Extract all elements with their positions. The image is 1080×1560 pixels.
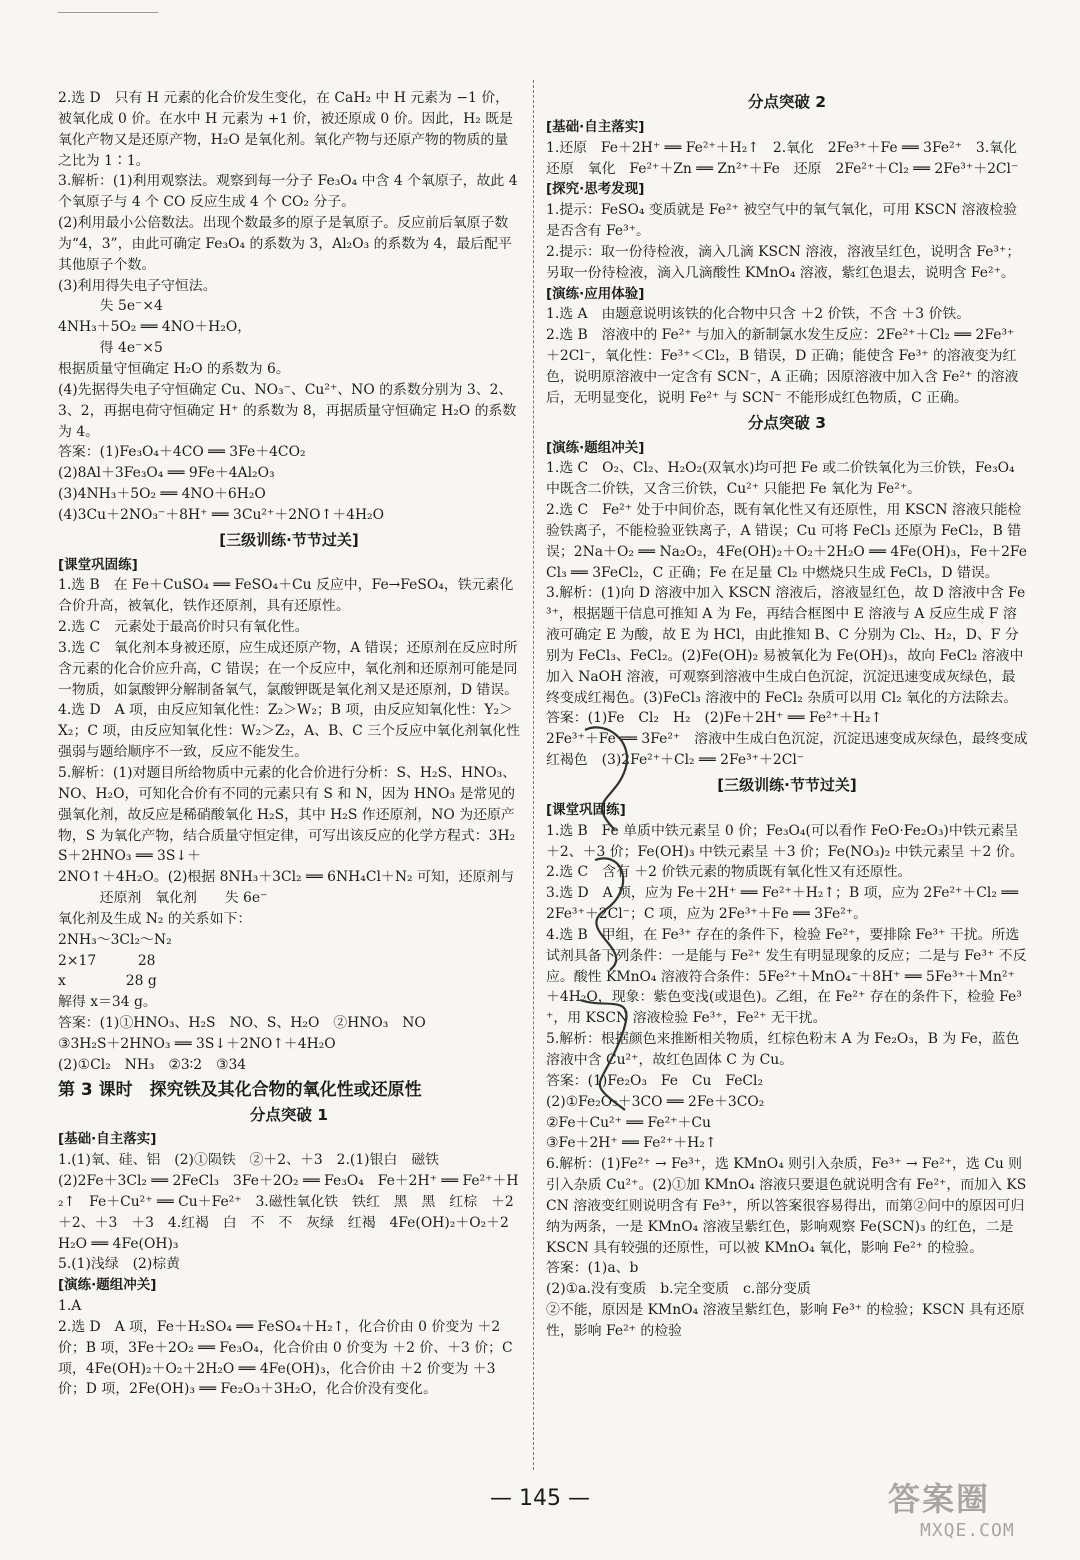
paragraph-left-38: 2.选 D A 项，Fe＋H₂SO₄ ══ FeSO₄＋H₂↑，化合价由 0 价变为 ＋2 价；B 项，3Fe＋2O₂ ══ Fe₃O₄，化合价由 0 价变为 ＋2 价、＋3 价；C 项，4Fe(OH)₂＋O₂＋2H₂O ══ 4Fe(OH)₃，化合价由 ＋2 价变为 ＋3 价；D 项，2Fe(OH)₃ ══ Fe₂O₃＋3H₂O，化合价没有变化。	[58, 1318, 518, 1398]
paragraph-left-33: 1.(1)氧、硅、铝 (2)①陨铁 ②＋2、＋3 2.(1)银白 磁铁	[58, 1152, 440, 1169]
section-tag-right-17: [课堂巩固练]	[546, 801, 626, 818]
section-banner-left-13: [三级训练·节节过关]	[219, 530, 359, 549]
paragraph-right-18: 1.选 B Fe 单质中铁元素呈 0 价；Fe₃O₄(可以看作 FeO·Fe₂O₃)中铁元素呈 ＋2、＋3 价；Fe(OH)₃ 中铁元素呈 ＋3 价；Fe(NO₃)₂ 中铁元素呈 ＋2 价。	[546, 822, 1024, 860]
section-tag-right-6: [演练·应用体验]	[546, 285, 645, 302]
paragraph-left-24: 2×17 28	[58, 952, 156, 969]
section-banner-right-16: [三级训练·节节过关]	[717, 776, 857, 794]
paragraph-right-8: 2.选 B 溶液中的 Fe²⁺ 与加入的新制氯水发生反应：2Fe²⁺＋Cl₂ ══ 2Fe³⁺＋2Cl⁻，氧化性：Fe³⁺＜Cl₂，B 错误，D 正确；能使含 Fe³⁺ 的溶液变为红色，说明原溶液中一定含有 SCN⁻，A 正确；因原溶液中加入含 Fe²⁺ 的溶液后，无明显变化，说明 Fe²⁺ 与 SCN⁻ 不能形成红色物质，C 正确。	[546, 327, 1019, 406]
watermark-text: 答案圈	[888, 1480, 991, 1518]
paragraph-left-20: 2NO↑＋4H₂O。(2)根据 8NH₃＋3Cl₂ ══ 6NH₄Cl＋N₂ 可知，还原剂与	[58, 869, 515, 886]
header-rule	[58, 12, 158, 13]
paragraph-left-1: 3.解析：(1)利用观察法。观察到每一分子 Fe₃O₄ 中含 4 个氧原子，故此 4 个氧原子与 4 个 CO 反应生成 4 个 CO₂ 分子。	[58, 173, 522, 211]
paragraph-left-11: (3)4NH₃＋5O₂ ══ 4NO＋6H₂O	[58, 486, 266, 503]
paragraph-right-28: 答案：(1)a、b	[546, 1260, 639, 1277]
paragraph-left-25: x 28 g	[58, 973, 157, 990]
paragraph-left-9: 答案：(1)Fe₃O₄＋4CO ══ 3Fe＋4CO₂	[58, 444, 306, 461]
paragraph-left-21: 还原剂 氧化剂 失 6e⁻	[58, 890, 268, 907]
paragraph-left-10: (2)8Al＋3Fe₃O₄ ══ 9Fe＋4Al₂O₃	[58, 465, 275, 482]
paragraph-left-2: (2)利用最小公倍数法。出现个数最多的原子是氧原子。反应前后氧原子数为“4，3”，由此可确定 Fe₃O₄ 的系数为 3，Al₂O₃ 的系数为 4，最后配平其他原子个数。	[58, 215, 512, 273]
section-tag-right-1: [基础·自主落实]	[546, 118, 645, 135]
heading-left-31: 分点突破 1	[249, 1105, 329, 1124]
paragraph-right-21: 4.选 B 甲组，在 Fe³⁺ 存在的条件下，检验 Fe²⁺，要排除 Fe³⁺ 干扰。所选试剂具备下列条件：一是能与 Fe²⁺ 发生有明显现象的反应；二是与 Fe³⁺ 不反应。酸性 KMnO₄ 溶液符合条件：5Fe²⁺＋MnO₄⁻＋8H⁺ ══ 5Fe³⁺＋Mn²⁺＋4H₂O，现象：紫色变浅(或退色)。乙组，在 Fe²⁺ 存在的条件下，检验 Fe³⁺，用 KSCN 溶液检验 Fe³⁺，Fe²⁺ 无干扰。	[546, 926, 1027, 1027]
site-watermark-logo	[880, 1470, 1060, 1550]
paragraph-left-17: 3.选 C 氧化剂本身被还原，应生成还原产物，A 错误；还原剂在反应时所含元素的化合价应升高，C 错误；在一个反应中，氧化剂和还原剂可能是同一物质，如氯酸钾分解制备氧气，氯酸钾既是氧化剂又是还原剂，D 错误。	[58, 639, 519, 698]
handwritten-scribble	[565, 710, 655, 1130]
paragraph-right-4: 1.提示：FeSO₄ 变质就是 Fe²⁺ 被空气中的氧气氧化，可用 KSCN 溶液检验是否含有 Fe³⁺。	[546, 202, 1018, 240]
section-tag-left-14: [课堂巩固练]	[58, 556, 138, 573]
paragraph-left-7: 根据质量守恒确定 H₂O 的系数为 6。	[58, 360, 290, 377]
paragraph-left-22: 氧化剂及生成 N₂ 的关系如下：	[58, 910, 252, 927]
paragraph-left-4: 失 5e⁻×4	[58, 298, 163, 315]
paragraph-left-28: ③3H₂S＋2HNO₃ ══ 3S↓＋2NO↑＋4H₂O	[58, 1035, 336, 1052]
paragraph-right-2: 1.还原 Fe＋2H⁺ ══ Fe²⁺＋H₂↑ 2.氧化 2Fe³⁺＋Fe ══ 3Fe²⁺ 3.氧化 还原 氧化 Fe²⁺＋Zn ══ Zn²⁺＋Fe 还原 2Fe²⁺＋Cl₂ ══ 2Fe³⁺＋2Cl⁻	[546, 139, 1031, 177]
paragraph-right-23: 答案：(1)Fe₂O₃ Fe Cu FeCl₂	[546, 1072, 764, 1089]
paragraph-left-8: (4)先据得失电子守恒确定 Cu、NO₃⁻、Cu²⁺、NO 的系数分别为 3、2、3、2，再据电荷守恒确定 H⁺ 的系数为 8，再据质量守恒确定 H₂O 的系数为 4。	[58, 381, 517, 440]
paragraph-left-29: (2)①Cl₂ NH₃ ②3∶2 ③34	[58, 1056, 247, 1073]
paragraph-right-25: ②Fe＋Cu²⁺ ══ Fe²⁺＋Cu	[546, 1114, 711, 1131]
paragraph-right-5: 2.提示：取一份待检液，滴入几滴 KSCN 溶液，溶液呈红色，说明含 Fe³⁺；另取一份待检液，滴入几滴酸性 KMnO₄ 溶液，紫红色退去，说明含 Fe²⁺。	[546, 243, 1021, 281]
page-number: — 145 —	[490, 1486, 590, 1511]
paragraph-left-37: 1.A	[58, 1298, 82, 1315]
paragraph-right-15: 2Fe³⁺＋Fe ══ 3Fe²⁺ 溶液中生成白色沉淀，沉淀迅速变成灰绿色，最终变成红褐色 (3)2Fe²⁺＋Cl₂ ══ 2Fe³⁺＋2Cl⁻	[546, 731, 1028, 769]
paragraph-right-26: ③Fe＋2H⁺ ══ Fe²⁺＋H₂↑	[546, 1135, 717, 1152]
heading-right-9: 分点突破 3	[747, 413, 827, 432]
paragraph-right-22: 5.解析：根据颜色来推断相关物质，红棕色粉末 A 为 Fe₂O₃，B 为 Fe，蓝色溶液中含 Cu²⁺，故红色固体 C 为 Cu。	[546, 1031, 1020, 1068]
section-tag-right-3: [探究·思考发现]	[546, 181, 645, 198]
paragraph-left-6: 得 4e⁻×5	[58, 340, 163, 357]
paragraph-right-14: 答案：(1)Fe Cl₂ H₂ (2)Fe＋2H⁺ ══ Fe²⁺＋H₂↑	[546, 710, 883, 727]
paragraph-left-5: 4NH₃＋5O₂ ══ 4NO＋H₂O，	[58, 319, 252, 336]
paragraph-left-27: 答案：(1)①HNO₃、H₂S NO、S、H₂O ②HNO₃ NO	[58, 1015, 426, 1032]
paragraph-right-13: 3.解析：(1)向 D 溶液中加入 KSCN 溶液后，溶液显红色，故 D 溶液中含 Fe³⁺，根据题干信息可推知 A 为 Fe，再结合框图中 E 溶液与 A 反应生成 F 溶液可确定 E 为酸，故 E 为 HCl，由此推知 B、C 分别为 Cl₂、H₂，D、F 分别为 FeCl₃、FeCl₂。(2)Fe(OH)₂ 易被氧化为 Fe(OH)₃，故向 FeCl₂ 溶液中加入 NaOH 溶液，可观察到溶液中生成白色沉淀，沉淀迅速变成灰绿色，最终变成红褐色。(3)FeCl₃ 溶液中的 FeCl₂ 杂质可以用 Cl₂ 氧化的方法除去。	[546, 585, 1026, 706]
paragraph-left-0: 2.选 D 只有 H 元素的化合价发生变化，在 CaH₂ 中 H 元素为 −1 价，被氧化成 0 价。在水中 H 元素为 +1 价，被还原成 0 价。因此，H₂ 既是氧化产物又是还原产物，H₂O 是氧化剂。氧化产物与还原产物的物质的量之比为 1∶1。	[58, 90, 513, 169]
paragraph-right-24: (2)①Fe₂O₃＋3CO ══ 2Fe＋3CO₂	[546, 1093, 765, 1110]
paragraph-left-26: 解得 x＝34 g。	[58, 994, 157, 1011]
paragraph-left-15: 1.选 B 在 Fe＋CuSO₄ ══ FeSO₄＋Cu 反应中，Fe→FeSO₄，铁元素化合价升高，被氧化，铁作还原剂，具有还原性。	[58, 577, 514, 615]
column-divider	[533, 80, 534, 1470]
paragraph-left-3: (3)利用得失电子守恒法。	[58, 277, 217, 294]
paragraph-right-30: ②不能，原因是 KMnO₄ 溶液呈紫红色，影响 Fe³⁺ 的检验；KSCN 具有还原性，影响 Fe²⁺ 的检验	[546, 1302, 1025, 1339]
section-tag-left-36: [演练·题组冲关]	[58, 1277, 157, 1294]
left-column	[58, 88, 528, 1400]
paragraph-right-20: 3.选 D A 项，应为 Fe＋2H⁺ ══ Fe²⁺＋H₂↑；B 项，应为 2Fe²⁺＋Cl₂ ══ 2Fe³⁺＋2Cl⁻；C 项，应为 2Fe³⁺＋Fe ══ 3Fe²⁺。	[546, 885, 1023, 923]
paragraph-right-11: 1.选 C O₂、Cl₂、H₂O₂(双氧水)均可把 Fe 或二价铁氧化为三价铁，Fe₃O₄ 中既含二价铁，又含三价铁，Cu²⁺ 只能把 Fe 氧化为 Fe²⁺。	[546, 460, 1020, 498]
paragraph-left-34: (2)2Fe＋3Cl₂ ══ 2FeCl₃ 3Fe＋2O₂ ══ Fe₃O₄ Fe＋2H⁺ ══ Fe²⁺＋H₂↑ Fe＋Cu²⁺ ══ Cu＋Fe²⁺ 3.磁性氧化铁 铁红 黑 黑 红棕 ＋2 ＋2、＋3 ＋3 4.红褐 白 不 不 灰绿 红褐 4Fe(OH)₂＋O₂＋2H₂O ══ 4Fe(OH)₃	[58, 1173, 528, 1252]
watermark-url: MXQE.COM	[920, 1520, 1015, 1541]
paragraph-left-12: (4)3Cu＋2NO₃⁻＋8H⁺ ══ 3Cu²⁺＋2NO↑＋4H₂O	[58, 506, 385, 523]
paragraph-right-12: 2.选 C Fe²⁺ 处于中间价态，既有氧化性又有还原性，用 KSCN 溶液只能检验铁离子，不能检验亚铁离子，A 错误；Cu 可将 FeCl₃ 还原为 FeCl₂，B 错误；2Na＋O₂ ══ Na₂O₂，4Fe(OH)₂＋O₂＋2H₂O ══ 4Fe(OH)₃，Fe＋2FeCl₃ ══ 3FeCl₂，C 正确；Fe 在足量 Cl₂ 中燃烧只生成 FeCl₃，D 错误。	[546, 502, 1028, 581]
paragraph-left-35: 5.(1)浅绿 (2)棕黄	[58, 1256, 181, 1273]
paragraph-right-19: 2.选 C 含有 ＋2 价铁元素的物质既有氧化性又有还原性。	[546, 864, 912, 881]
paragraph-right-27: 6.解析：(1)Fe²⁺ → Fe³⁺，选 KMnO₄ 则引入杂质，Fe³⁺ → Fe²⁺，选 Cu 则引入杂质 Cu²⁺。(2)①加 KMnO₄ 溶液只要退色就说明含有 Fe²⁺，而加入 KSCN 溶液变红则说明含有 Fe³⁺，所以答案很容易得出，而第②问中的原因可归纳为两条，一是 KMnO₄ 溶液呈紫红色，影响观察 Fe(SCN)₃ 的红色，二是 KSCN 具有较强的还原性，可以被 KMnO₄ 氧化，影响 Fe²⁺ 的检验。	[546, 1156, 1027, 1256]
paragraph-left-16: 2.选 C 元素处于最高价时只有氧化性。	[58, 619, 309, 636]
section-tag-right-10: [演练·题组冲关]	[546, 439, 645, 456]
paragraph-left-18: 4.选 D A 项，由反应知氧化性：Z₂＞W₂；B 项，由反应知氧化性：Y₂＞X₂；C 项，由反应知氧化性：W₂＞Z₂，A、B、C 三个反应中氧化剂氧化性强弱与题给顺序不一致，反应不能发生。	[58, 702, 521, 761]
heading-right-0: 分点突破 2	[747, 93, 827, 111]
heading-left-30: 第 3 课时 探究铁及其化合物的氧化性或还原性	[58, 1079, 422, 1100]
paragraph-right-29: (2)①a.没有变质 b.完全变质 c.部分变质	[546, 1281, 811, 1298]
paragraph-left-19: 5.解析：(1)对题目所给物质中元素的化合价进行分析：S、H₂S、HNO₃、NO、H₂O，可知化合价有不同的元素只有 S 和 N，因为 HNO₃ 是常见的强氧化剂，故反应是稀硝酸氧化 H₂S，其中 H₂S 作还原剂，NO 为还原产物，S 为氧化产物，结合质量守恒定律，可写出该反应的化学方程式：3H₂S＋2HNO₃ ══ 3S↓＋	[58, 765, 517, 865]
paragraph-left-23: 2NH₃～3Cl₂～N₂	[58, 931, 172, 948]
section-tag-left-32: [基础·自主落实]	[58, 1131, 157, 1148]
paragraph-right-7: 1.选 A 由题意说明该铁的化合物中只含 ＋2 价铁，不含 ＋3 价铁。	[546, 306, 971, 323]
